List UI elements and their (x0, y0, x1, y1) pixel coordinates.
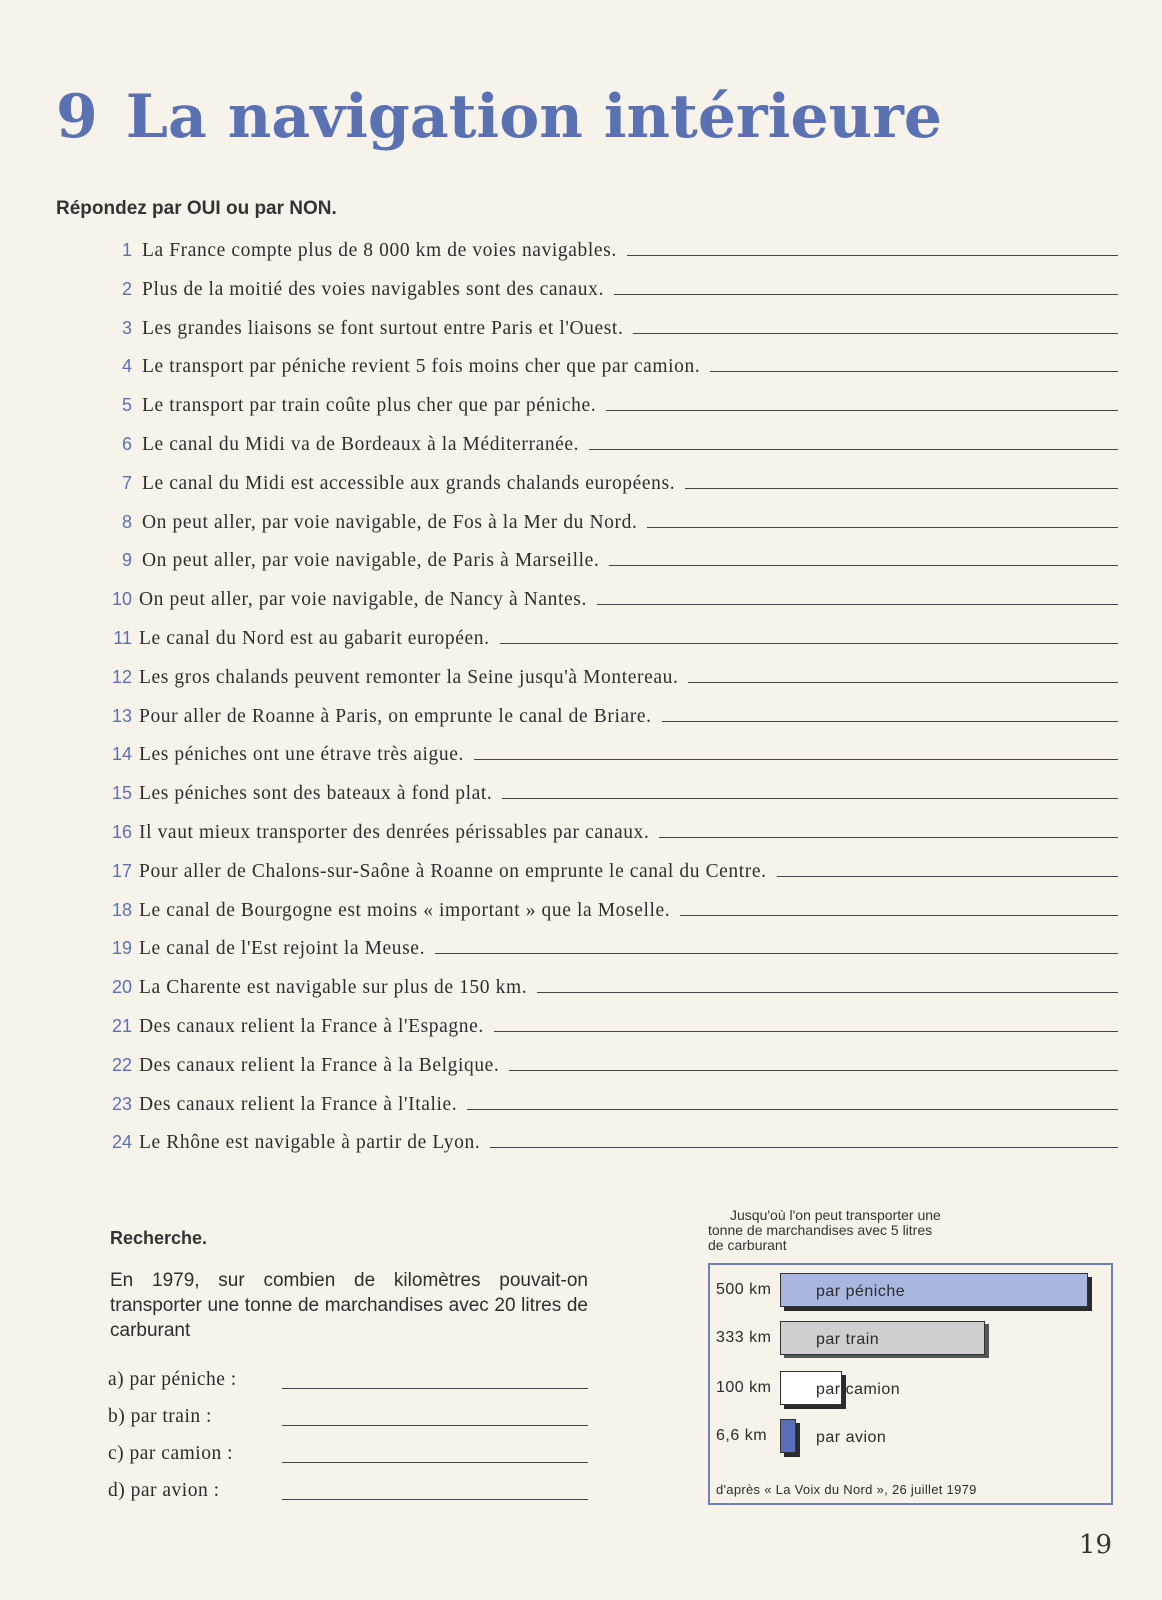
bar-label: par péniche (816, 1283, 906, 1300)
question-row (0, 235, 1162, 265)
question-row (0, 1011, 1162, 1041)
answer-line[interactable] (647, 527, 1118, 528)
question-number: 8 (121, 511, 132, 532)
question-row (0, 662, 1162, 692)
question-text: Le canal du Midi est accessible aux grands chalands européens. (142, 472, 676, 494)
answer-line[interactable] (494, 1031, 1118, 1032)
question-row (0, 739, 1162, 769)
answer-line[interactable] (680, 915, 1118, 916)
bar-row (710, 1271, 1110, 1311)
answer-line[interactable] (627, 255, 1118, 256)
answer-line[interactable] (467, 1109, 1118, 1110)
question-number: 24 (111, 1132, 132, 1153)
bar-label: par camion (816, 1381, 901, 1398)
answer-line[interactable] (537, 992, 1118, 993)
question-text: Le canal de l'Est rejoint la Meuse. (139, 938, 426, 960)
question-text: Les gros chalands peuvent remonter la Seine jusqu'à Montereau. (139, 666, 679, 688)
answer-field[interactable] (282, 1388, 588, 1389)
question-text: Le canal du Midi va de Bordeaux à la Méditerranée. (142, 434, 580, 455)
question-row (0, 429, 1162, 459)
question-number: 21 (111, 1016, 132, 1036)
question-row (0, 545, 1162, 575)
chart-caption (708, 1208, 1008, 1253)
bar-row (710, 1369, 1110, 1409)
question-text: Des canaux relient la France à l'Espagne. (139, 1016, 484, 1037)
recherche-text: En 1979, sur combien de kilomètres pouvait-on transporter une tonne de marchandises avec 20 litres de carburant (110, 1270, 588, 1341)
question-number: 6 (121, 434, 132, 454)
question-number: 10 (111, 589, 132, 610)
question-number: 7 (121, 472, 132, 493)
answer-line[interactable] (777, 876, 1118, 877)
answer-label: b) par train : (108, 1406, 212, 1427)
question-number: 23 (111, 1093, 132, 1114)
answer-label: d) par avion : (108, 1480, 220, 1501)
question-row (0, 1089, 1162, 1119)
chart (708, 1263, 1113, 1505)
question-number: 14 (111, 744, 132, 765)
chart-source: d'après « La Voix du Nord », 26 juillet 1979 (716, 1482, 977, 1497)
answer-field[interactable] (282, 1425, 588, 1426)
answer-line[interactable] (662, 721, 1118, 722)
answer-line[interactable] (474, 759, 1118, 760)
chapter-number: 9 (56, 82, 98, 152)
question-text: On peut aller, par voie navigable, de Nancy à Nantes. (139, 589, 587, 611)
question-number: 20 (111, 977, 132, 998)
chapter-title: La navigation intérieure (125, 82, 943, 152)
bar-label: par train (816, 1331, 880, 1348)
question-text: Des canaux relient la France à l'Italie. (139, 1093, 458, 1115)
question-number: 2 (121, 278, 132, 299)
question-row (0, 856, 1162, 886)
question-row (0, 817, 1162, 847)
question-number: 3 (121, 317, 132, 338)
question-row (0, 351, 1162, 381)
question-text: Le Rhône est navigable à partir de Lyon. (139, 1132, 481, 1154)
question-row (0, 313, 1162, 343)
answer-line[interactable] (609, 565, 1118, 566)
question-row (0, 701, 1162, 731)
answer-label: a) par péniche : (108, 1369, 237, 1390)
question-number: 13 (111, 705, 132, 726)
question-text: Les péniches sont des bateaux à fond plat. (139, 783, 493, 805)
question-number: 16 (111, 822, 132, 842)
answer-line[interactable] (710, 371, 1118, 372)
question-row (0, 584, 1162, 614)
bar-value-label: 500 km (716, 1281, 772, 1298)
bar-value-label: 100 km (716, 1379, 772, 1396)
page-number: 19 (1078, 1530, 1112, 1560)
question-text: Les grandes liaisons se font surtout entre Paris et l'Ouest. (142, 317, 624, 339)
answer-line[interactable] (688, 682, 1118, 683)
question-text: Il vaut mieux transporter des denrées périssables par canaux. (139, 822, 650, 843)
question-row (0, 933, 1162, 963)
answer-line[interactable] (659, 837, 1118, 838)
question-number: 22 (111, 1054, 132, 1075)
question-text: Des canaux relient la France à la Belgique. (139, 1054, 500, 1076)
chart-caption-line: Jusqu'où l'on peut transporter une (730, 1207, 941, 1223)
question-row (0, 507, 1162, 537)
answer-row (108, 1478, 588, 1506)
question-text: Pour aller de Chalons-sur-Saône à Roanne on emprunte le canal du Centre. (139, 860, 767, 882)
question-row (0, 1127, 1162, 1157)
answer-line[interactable] (614, 294, 1118, 295)
answer-row (108, 1367, 588, 1395)
question-number: 18 (111, 899, 132, 920)
question-text: On peut aller, par voie navigable, de Fos à la Mer du Nord. (142, 511, 638, 533)
question-number: 11 (113, 628, 132, 648)
answer-line[interactable] (490, 1147, 1118, 1148)
answer-row (108, 1441, 588, 1469)
question-row (0, 274, 1162, 304)
bar-row (710, 1417, 1110, 1457)
question-text: Le canal de Bourgogne est moins « important » que la Moselle. (139, 899, 671, 921)
question-row (0, 778, 1162, 808)
question-text: Le transport par train coûte plus cher que par péniche. (142, 395, 597, 417)
question-number: 9 (121, 550, 132, 571)
question-text: La France compte plus de 8 000 km de voies navigables. (142, 240, 617, 261)
question-text: Plus de la moitié des voies navigables sont des canaux. (142, 278, 604, 300)
answer-line[interactable] (606, 410, 1118, 411)
question-number: 19 (111, 938, 132, 959)
question-number: 5 (121, 395, 132, 416)
answer-line[interactable] (597, 604, 1118, 605)
bar-label: par avion (816, 1429, 887, 1446)
question-row (0, 468, 1162, 498)
question-text: Le canal du Nord est au gabarit européen. (139, 628, 490, 649)
question-number: 17 (111, 860, 132, 881)
question-row (0, 972, 1162, 1002)
instruction: Répondez par OUI ou par NON. (56, 198, 337, 219)
page-title (56, 82, 942, 152)
question-row (0, 623, 1162, 653)
question-text: Les péniches ont une étrave très aigue. (139, 744, 464, 766)
answer-line[interactable] (633, 333, 1118, 334)
answer-line[interactable] (509, 1070, 1118, 1071)
chart-caption-line: tonne de marchandises avec 5 litres (708, 1222, 933, 1238)
question-number: 12 (111, 666, 132, 687)
recherche-title: Recherche. (110, 1228, 208, 1248)
question-text: Pour aller de Roanne à Paris, on emprunte le canal de Briare. (139, 705, 652, 727)
bar-row (710, 1319, 1110, 1359)
bar (780, 1419, 796, 1453)
answer-row (108, 1404, 588, 1432)
answer-line[interactable] (502, 798, 1118, 799)
answer-line[interactable] (685, 488, 1118, 489)
answer-line[interactable] (500, 643, 1118, 644)
question-row (0, 1050, 1162, 1080)
question-text: La Charente est navigable sur plus de 150 km. (139, 977, 528, 999)
question-number: 4 (121, 356, 132, 377)
answer-field[interactable] (282, 1499, 588, 1500)
question-text: Le transport par péniche revient 5 fois moins cher que par camion. (142, 356, 701, 378)
bar (780, 1321, 985, 1355)
question-text: On peut aller, par voie navigable, de Paris à Marseille. (142, 550, 600, 572)
chart-caption-line: de carburant (708, 1237, 787, 1253)
answer-line[interactable] (435, 953, 1118, 954)
bar-value-label: 333 km (716, 1329, 772, 1346)
question-row (0, 390, 1162, 420)
answer-label: c) par camion : (108, 1443, 233, 1464)
question-row (0, 895, 1162, 925)
bar-value-label: 6,6 km (716, 1427, 768, 1444)
question-number: 15 (111, 783, 132, 804)
question-number: 1 (121, 240, 132, 260)
answer-line[interactable] (589, 449, 1118, 450)
answer-field[interactable] (282, 1462, 588, 1463)
